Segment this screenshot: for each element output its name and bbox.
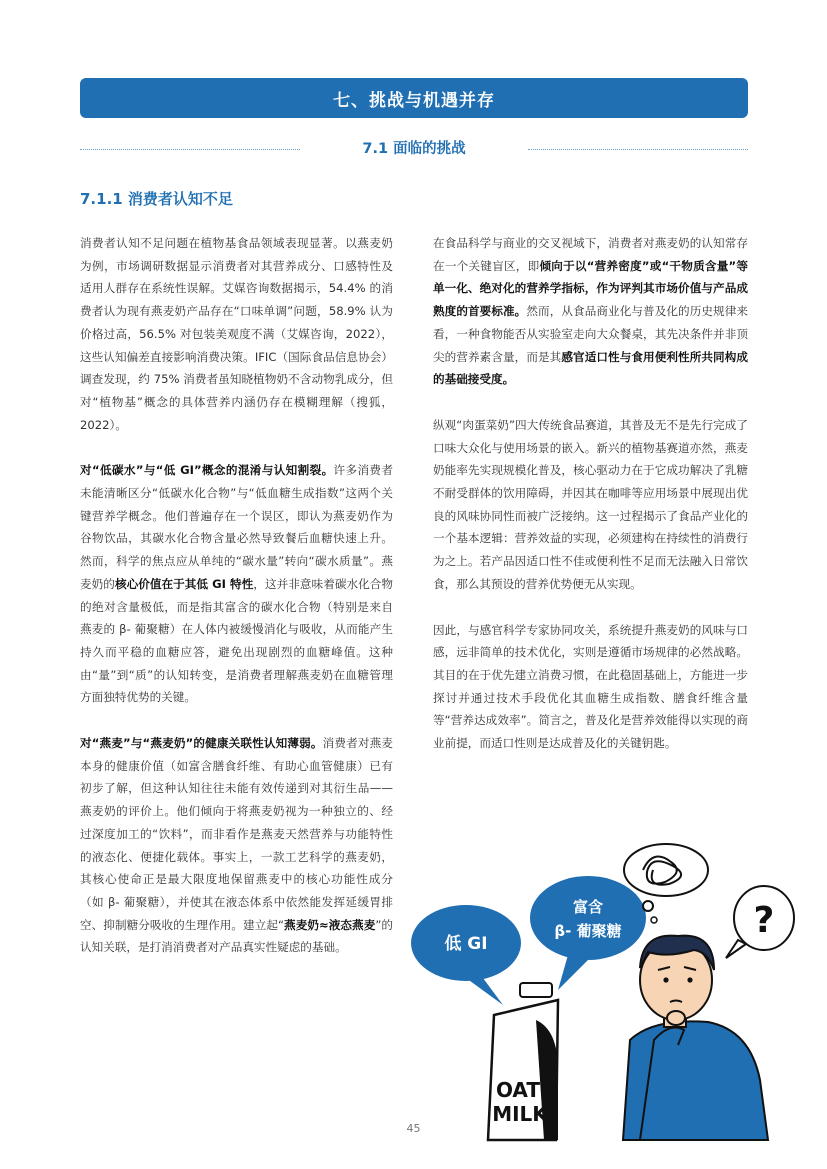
bubble-right-text-2: β- 葡聚糖	[554, 922, 622, 940]
bubble-left-text: 低 GI	[444, 934, 488, 954]
speech-bubble-left	[411, 905, 521, 1005]
subsection-title: 7.1.1 消费者认知不足	[80, 190, 233, 208]
page-number: 45	[406, 1122, 421, 1135]
bold-text: 倾向于以“营养密度”或“干物质含量”等单一化、绝对化的营养学指标，作为评判其市场价值与产品成熟度的首要标准。	[433, 258, 748, 319]
body-text: 然而，从食品商业化与普及化的历史规律来看，一种食物能否从实验室走向大众餐桌，其先决条件并非顶尖的营养素含量，而是其	[433, 304, 748, 364]
oat-milk-carton	[488, 983, 558, 1140]
chapter-title: 七、挑战与机遇并存	[333, 90, 495, 111]
thinking-person	[623, 936, 768, 1140]
speech-bubble-right	[530, 876, 646, 990]
body-text: 消费者对燕麦本身的健康价值（如富含膳食纤维、有助心血管健康）已有初步了解，但这种认知往往未能有效传递到对其衍生品——燕麦奶的评价上。他们倾向于将燕麦奶视为一种独立的、经过深度加工的“饮料”，而非看作是燕麦天然营养与功能特性的液态化、便捷化载体。事实上，一款工艺科学的燕麦奶，其核心使命正是最大限度地保留燕麦中的核心功能性成分（如 β- 葡聚糖），并使其在液态体系中依然能发挥延缓胃排空、抑制糖分吸收的生理作用。建立起“	[80, 736, 393, 932]
paragraph-gap	[433, 391, 748, 414]
chapter-title-bar	[80, 78, 748, 118]
oat-milk-illustration	[408, 840, 775, 1140]
paragraph-gap	[80, 436, 393, 459]
question-mark-icon: ?	[753, 900, 775, 941]
section-title: 7.1 面临的挑战	[362, 141, 466, 157]
bold-text: 感官适口性与食用便利性所共同构成的基础接受度。	[433, 349, 748, 387]
paragraph	[80, 459, 393, 709]
section-divider-left	[80, 149, 300, 150]
body-text: ，这并非意味着碳水化合物的绝对含量极低，而是指其富含的碳水化合物（特别是来自燕麦的 β- 葡聚糖）在人体内被缓慢消化与吸收，从而能产生持久而平稳的血糖应答，避免出现剧烈的血糖峰值。这种由“量”到“质”的认知转变，是消费者理解燕麦奶在血糖管理方面独特优势的关键。	[80, 576, 393, 705]
left-column	[80, 232, 393, 959]
paragraph	[433, 232, 748, 391]
paragraph	[433, 414, 748, 596]
bold-text: 对“燕麦”与“燕麦奶”的健康关联性认知薄弱。	[80, 736, 323, 751]
question-bubble	[726, 886, 794, 958]
bubble-right-text-1: 富含	[572, 898, 604, 916]
paragraph-gap	[433, 596, 748, 619]
paragraph	[80, 232, 393, 436]
body-text: 纵观“肉蛋菜奶”四大传统食品赛道，其普及无不是先行完成了口味大众化与使用场景的嵌入。新兴的植物基赛道亦然，燕麦奶能率先实现规模化普及，核心驱动力在于它成功解决了乳糖不耐受群体的饮用障碍，并因其在咖啡等应用场景中展现出优良的风味协同性而被广泛接纳。这一过程揭示了食品产业化的一个基本逻辑：营养效益的实现，必须建构在持续性的消费行为之上。若产品因适口性不佳或便利性不足而无法融入日常饮食，那么其预设的营养优势便无从实现。	[433, 417, 748, 591]
bold-text: 燕麦奶≈液态燕麦	[284, 917, 376, 932]
body-text: 消费者认知不足问题在植物基食品领域表现显著。以燕麦奶为例，市场调研数据显示消费者对其营养成分、口感特性及适用人群存在系统性误解。艾媒咨询数据揭示，54.4% 的消费者认为现有燕麦奶产品存在“口味单调”问题，58.9% 认为价格过高，56.5% 对包装美观度不满（艾媒咨询，2022），这些认知偏差直接影响消费决策。IFIC（国际食品信息协会）调查发现，约 75% 消费者虽知晓植物奶不含动物乳成分，但对“植物基”概念的具体营养内涵仍存在模糊理解（搜狐，2022）。	[80, 236, 393, 432]
right-column	[433, 232, 748, 755]
carton-text-2: MILK	[492, 1102, 548, 1126]
body-text: 在食品科学与商业的交叉视域下，消费者对燕麦奶的认知常存在一个关键盲区，即	[433, 236, 748, 273]
body-text: 因此，与感官科学专家协同攻关，系统提升燕麦奶的风味与口感，远非简单的技术优化，实则是遵循市场规律的必然战略。其目的在于优先建立消费习惯，在此稳固基础上，方能进一步探讨并通过技术手段优化其血糖生成指数、膳食纤维含量等“营养达成效率”。简言之，普及化是营养效能得以实现的商业前提，而适口性则是达成普及化的关键钥匙。	[433, 622, 748, 751]
bold-text: 核心价值在于其低 GI 特性	[114, 576, 254, 591]
paragraph	[80, 732, 393, 959]
bold-text: 对“低碳水”与“低 GI”概念的混淆与认知割裂。	[80, 463, 334, 478]
section-divider-right	[528, 149, 748, 150]
carton-text-1: OAT	[495, 1078, 541, 1102]
paragraph-gap	[80, 709, 393, 732]
body-text: 许多消费者未能清晰区分“低碳水化合物”与“低血糖生成指数”这两个关键营养学概念。他们普遍存在一个误区，即认为燕麦奶作为谷物饮品，其碳水化合物含量必然导致餐后血糖快速上升。然而，科学的焦点应从单纯的“碳水量”转向“碳水质量”。燕麦奶的	[80, 463, 393, 591]
paragraph	[433, 619, 748, 755]
body-text: ”的认知关联，是打消消费者对产品真实性疑虑的基础。	[80, 917, 393, 955]
